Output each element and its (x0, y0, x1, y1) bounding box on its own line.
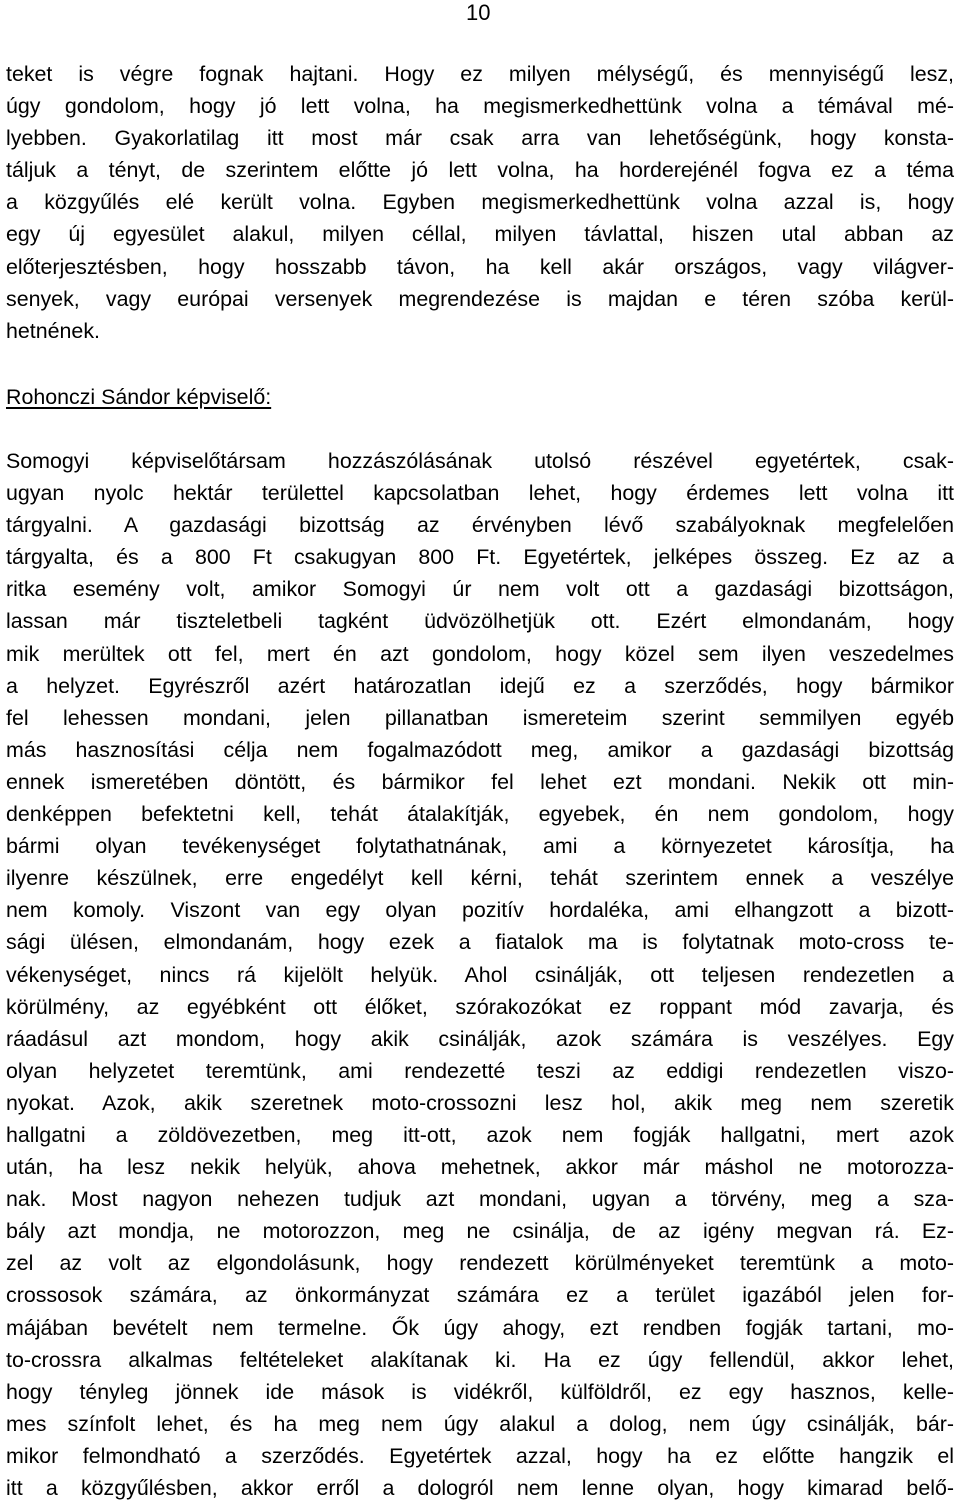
text-line: sági ülésen, elmondanám, hogy ezek a fiatalok ma is folytatnak moto-cross te- (6, 930, 954, 955)
text-line: crossosok számára, az önkormányzat számára ez a terület igazából jelen for- (6, 1283, 954, 1308)
text-line: táljuk a tényt, de szerintem előtte jó lett volna, ha horderejénél fogva ez a téma (6, 158, 954, 183)
text-line: más hasznosítási célja nem fogalmazódott meg, amikor a gazdasági bizottság (6, 737, 954, 762)
text-line: bármi olyan tevékenységet folytathatnának, ami a környezetet károsítja, ha (6, 834, 954, 859)
text-line: mik merültek ott fel, mert én azt gondolom, hogy közel sem ilyen veszedelmes (6, 641, 954, 666)
text-line: lyebben. Gyakorlatilag itt most már csak arra van lehetőségünk, hogy konsta- (6, 126, 954, 151)
paragraph-2 (6, 445, 954, 1504)
text-line: egy új egyesület alakul, milyen céllal, milyen távlattal, hiszen utal abban az (6, 222, 954, 247)
speaker-heading: Rohonczi Sándor képviselő: (6, 385, 272, 409)
text-line: ilyenre készülnek, erre engedélyt kell kérni, tehát szerintem ennek a veszélye (6, 866, 954, 891)
text-line: ugyan nyolc hektár területtel kapcsolatban lehet, hogy érdemes lett volna itt (6, 481, 954, 506)
text-line: úgy gondolom, hogy jó lett volna, ha megismerkedhettünk volna a témával mé- (6, 94, 954, 119)
text-line: hallgatni a zöldövezetben, meg itt-ott, azok nem fogják hallgatni, mert azok (6, 1122, 954, 1147)
text-line: tárgyalta, és a 800 Ft csakugyan 800 Ft. Egyetértek, jelképes összeg. Ez az a (6, 545, 954, 570)
text-line: mikor felmondható a szerződés. Egyetértek azzal, hogy ha ez előtte hangzik el (6, 1443, 954, 1468)
text-line: előterjesztésben, hogy hosszabb távon, ha kell akár országos, vagy világver- (6, 254, 954, 279)
text-line: senyek, vagy európai versenyek megrendezése is majdan e téren szóba kerül- (6, 286, 954, 311)
text-line: nyokat. Azok, akik szeretnek moto-crossozni lesz hol, akik meg nem szeretik (6, 1090, 954, 1115)
text-line: olyan helyzetet teremtünk, ami rendezetté teszi az eddigi rendezetlen viszo- (6, 1058, 954, 1083)
text-line: fel lehessen mondani, jelen pillanatban ismereteim szerint semmilyen egyéb (6, 705, 954, 730)
text-line: hogy tényleg jönnek ide mások is vidékről, külföldről, ez egy hasznos, kelle- (6, 1379, 954, 1404)
text-line: ennek ismeretében döntött, és bármikor fel lehet ezt mondani. Nekik ott min- (6, 769, 954, 794)
text-line: ritka esemény volt, amikor Somogyi úr nem volt ott a gazdasági bizottságon, (6, 577, 954, 602)
text-line: a helyzet. Egyrészről azért határozatlan idejű ez a szerződés, hogy bármikor (6, 673, 954, 698)
text-line: Somogyi képviselőtársam hozzászólásának utolsó részével egyetértek, csak- (6, 449, 954, 473)
text-line: nak. Most nagyon nehezen tudjuk azt mondani, ugyan a törvény, meg a sza- (6, 1187, 954, 1212)
text-line: körülmény, az egyébként ott élőket, szórakozókat ez roppant mód zavarja, és (6, 994, 954, 1019)
text-line: májában bevételt nem termelne. Ők úgy ahogy, ezt rendben fogják tartani, mo- (6, 1315, 954, 1340)
text-line: zel az volt az elgondolásunk, hogy rendezett körülményeket teremtünk a moto- (6, 1251, 954, 1276)
text-line: itt a közgyűlésben, akkor erről a dologról nem lenne olyan, hogy kimarad belő- (6, 1476, 954, 1500)
text-line: to-crossra alkalmas feltételeket alakítanak ki. Ha ez úgy fellendül, akkor lehet, (6, 1347, 954, 1372)
text-line: teket is végre fognak hajtani. Hogy ez milyen mélységű, és mennyiségű lesz, (6, 62, 954, 86)
text-line: tárgyalni. A gazdasági bizottság az érvényben lévő szabályoknak megfelelően (6, 513, 954, 538)
text-line: a közgyűlés elé került volna. Egyben megismerkedhettünk volna azzal is, hogy (6, 190, 954, 215)
text-line: bály azt mondja, ne motorozzon, meg ne csinálja, de az igény megvan rá. Ez- (6, 1219, 954, 1244)
text-line: ráadásul azt mondom, hogy akik csinálják, azok számára is veszélyes. Egy (6, 1026, 954, 1051)
page-number: 10 (466, 0, 491, 25)
text-line: nem komoly. Viszont van egy olyan pozitív hordaléka, ami elhangzott a bizott- (6, 898, 954, 923)
text-line: után, ha lesz nekik helyük, ahova mehetnek, akkor már máshol ne motorozza- (6, 1155, 954, 1180)
text-line: hetnének. (6, 318, 100, 343)
text-line: denképpen befektetni kell, tehát átalakítják, egyebek, én nem gondolom, hogy (6, 802, 954, 827)
paragraph-1 (6, 58, 954, 347)
text-line: vékenységet, nincs rá kijelölt helyük. Ahol csinálják, ott teljesen rendezetlen a (6, 962, 954, 987)
text-line: lassan már tiszteletbeli tagként üdvözölhetjük ott. Ezért elmondanám, hogy (6, 609, 954, 634)
text-line: mes színfolt lehet, és ha meg nem úgy alakul a dolog, nem úgy csinálják, bár- (6, 1411, 954, 1436)
